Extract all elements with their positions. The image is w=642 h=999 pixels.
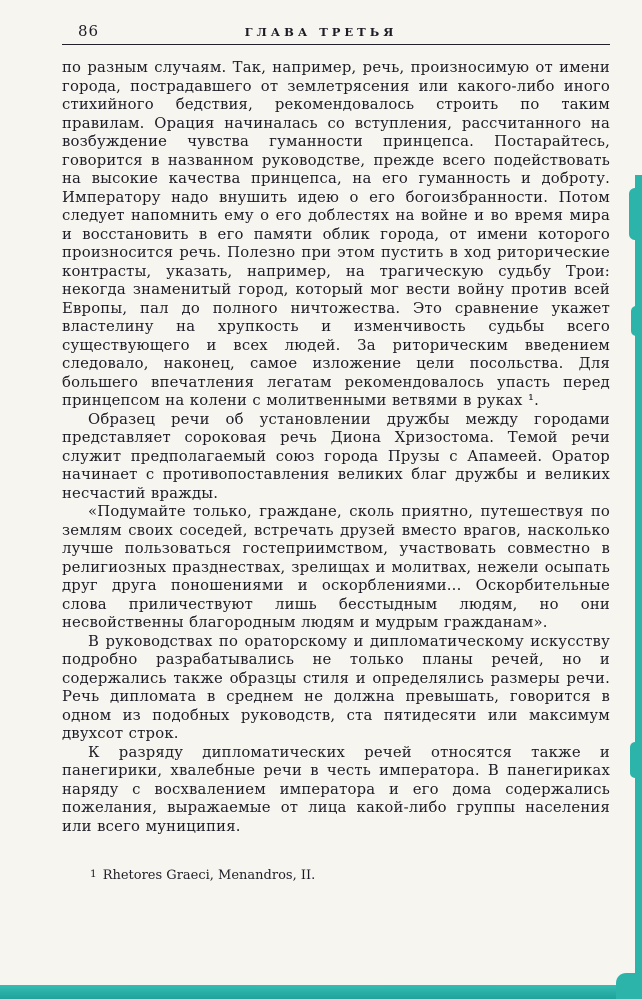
running-head [62,20,610,42]
paragraph-4: В руководствах по ораторскому и дипломатическому искусству подробно разрабатывались не только планы речей, но и содержались также образцы стиля и определялись размеры речи. Речь дипломата в среднем не должна превышать, говорится в одном из подобных руководств, ста пятидесяти или максимум двухсот строк. [62,632,610,742]
paragraph-5: К разряду дипломатических речей относятся также и панегирики, хвалебные речи в честь императора. В панегириках наряду с восхвалением императора и его дома содержались пожелания, выражаемые от лица какой-либо группы населения или всего муниципия. [62,743,610,835]
footnote-text: Rhetores Graeci, Menandros, II. [102,868,316,883]
scan-edge-bottom [0,985,642,999]
scan-edge-right-bump [630,742,642,778]
footnote-marker: 1 [90,868,97,880]
paragraph-1: по разным случаям. Так, например, речь, произносимую от имени города, пострадавшего от землетрясения или какого-либо иного стихийного бедствия, рекомендовалось строить по таким правилам. Орация начиналась со вступления, рассчитанного на возбуждение чувства гуманности принцепса. Постарайтесь, говорится в названном руководстве, прежде всего подействовать на высокие качества принцепса, на его гуманность и доброту. Императору надо внушить идею о его богоизбранности. Потом следует напомнить ему о его доблестях на войне и во время мира и восстановить в его памяти облик города, от имени которого произносится речь. Полезно при этом пустить в ход риторические контрасты, указать, например, на трагическую судьбу Трои: некогда знаменитый город, который мог вести войну против всей Европы, пал до полного ничтожества. Это сравнение укажет властелину на хрупкость и изменчивость судьбы всего существующего и всех людей. За риторическим введением следовало, наконец, самое изложение цели посольства. Для большего впечатления легатам рекомендовалось упасть перед принцепсом на колени с молитвенными ветвями в руках ¹. [62,59,610,409]
head-rule [62,44,610,45]
running-title: ГЛАВА ТРЕТЬЯ [244,25,398,39]
footnote [62,866,610,884]
scan-edge-right-bump [629,188,642,240]
paragraph-2: Образец речи об установлении дружбы между городами представляет сороковая речь Диона Хризостома. Темой речи служит предполагаемый союз города Прузы с Апамеей. Оратор начинает с противопоставления великих благ дружбы и великих несчастий вражды. [62,410,610,502]
scan-edge-right [635,175,642,999]
page-number: 86 [78,22,100,40]
text-column [62,59,610,836]
scan-edge-corner [616,973,642,999]
paragraph-3-quote: «Подумайте только, граждане, сколь приятно, путешествуя по землям своих соседей, встречать друзей вместо врагов, насколько лучше пользоваться гостеприимством, участвовать совместно в религиозных празднествах, зрелищах и молитвах, нежели осыпать друг друга поношениями и оскорблениями... Оскорбительные слова приличествуют лишь бесстыдным людям, но они несвойственны благородным людям и мудрым гражданам». [62,503,610,631]
scan-edge-right-bump [631,306,642,336]
